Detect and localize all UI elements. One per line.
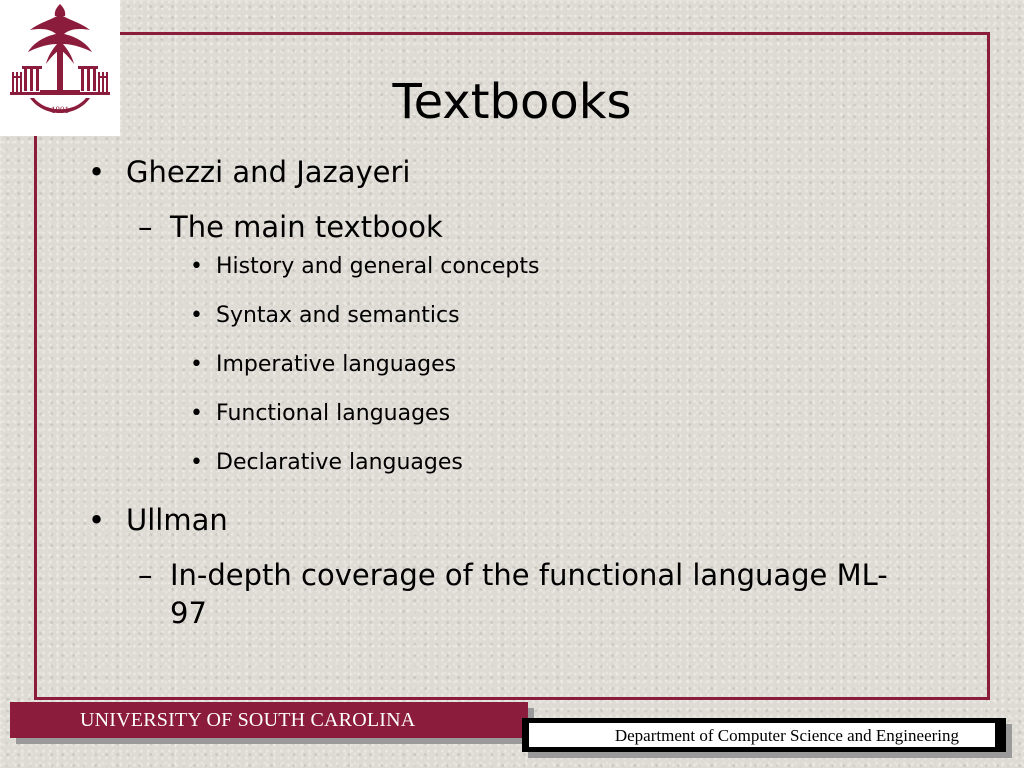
sub-list-item-text: In-depth coverage of the functional language ML-97 <box>170 558 888 630</box>
sub-sub-list-item <box>80 399 940 429</box>
slide-content <box>80 152 940 638</box>
list-item-text: Ullman <box>126 503 228 537</box>
dash-icon: – <box>138 210 153 244</box>
sub-list-item <box>80 208 940 246</box>
department-footer-band <box>522 718 1006 752</box>
dash-icon: – <box>138 558 153 592</box>
sub-list-item <box>80 556 910 632</box>
sub-sub-list-item <box>80 301 940 331</box>
sub-sub-list-item-text: History and general concepts <box>216 254 540 279</box>
bullet-icon: • <box>190 450 203 475</box>
sub-sub-list-item-text: Syntax and semantics <box>216 303 460 328</box>
list-item-text: Ghezzi and Jazayeri <box>126 155 411 189</box>
sub-sub-list-item <box>80 448 940 478</box>
sub-sub-list-item-text: Functional languages <box>216 401 451 426</box>
bullet-icon: • <box>190 352 203 377</box>
sub-sub-list-item-text: Imperative languages <box>216 352 457 377</box>
slide-title: Textbooks <box>392 74 632 130</box>
bullet-icon: • <box>88 155 106 189</box>
university-name: UNIVERSITY OF SOUTH CAROLINA <box>80 709 416 731</box>
bullet-icon: • <box>88 503 106 537</box>
university-footer-band <box>10 702 528 738</box>
department-footer-box <box>528 722 996 748</box>
sub-sub-list-item-text: Declarative languages <box>216 450 463 475</box>
svg-text:1801: 1801 <box>51 105 69 115</box>
list-item <box>80 152 940 192</box>
bullet-icon: • <box>190 303 203 328</box>
bullet-icon: • <box>190 401 203 426</box>
sub-list-item-text: The main textbook <box>170 210 443 244</box>
sub-sub-list-item <box>80 350 940 380</box>
department-name: Department of Computer Science and Engineering <box>614 726 959 745</box>
list-item <box>80 500 940 540</box>
bullet-icon: • <box>190 254 203 279</box>
sub-sub-list-item <box>80 252 940 282</box>
